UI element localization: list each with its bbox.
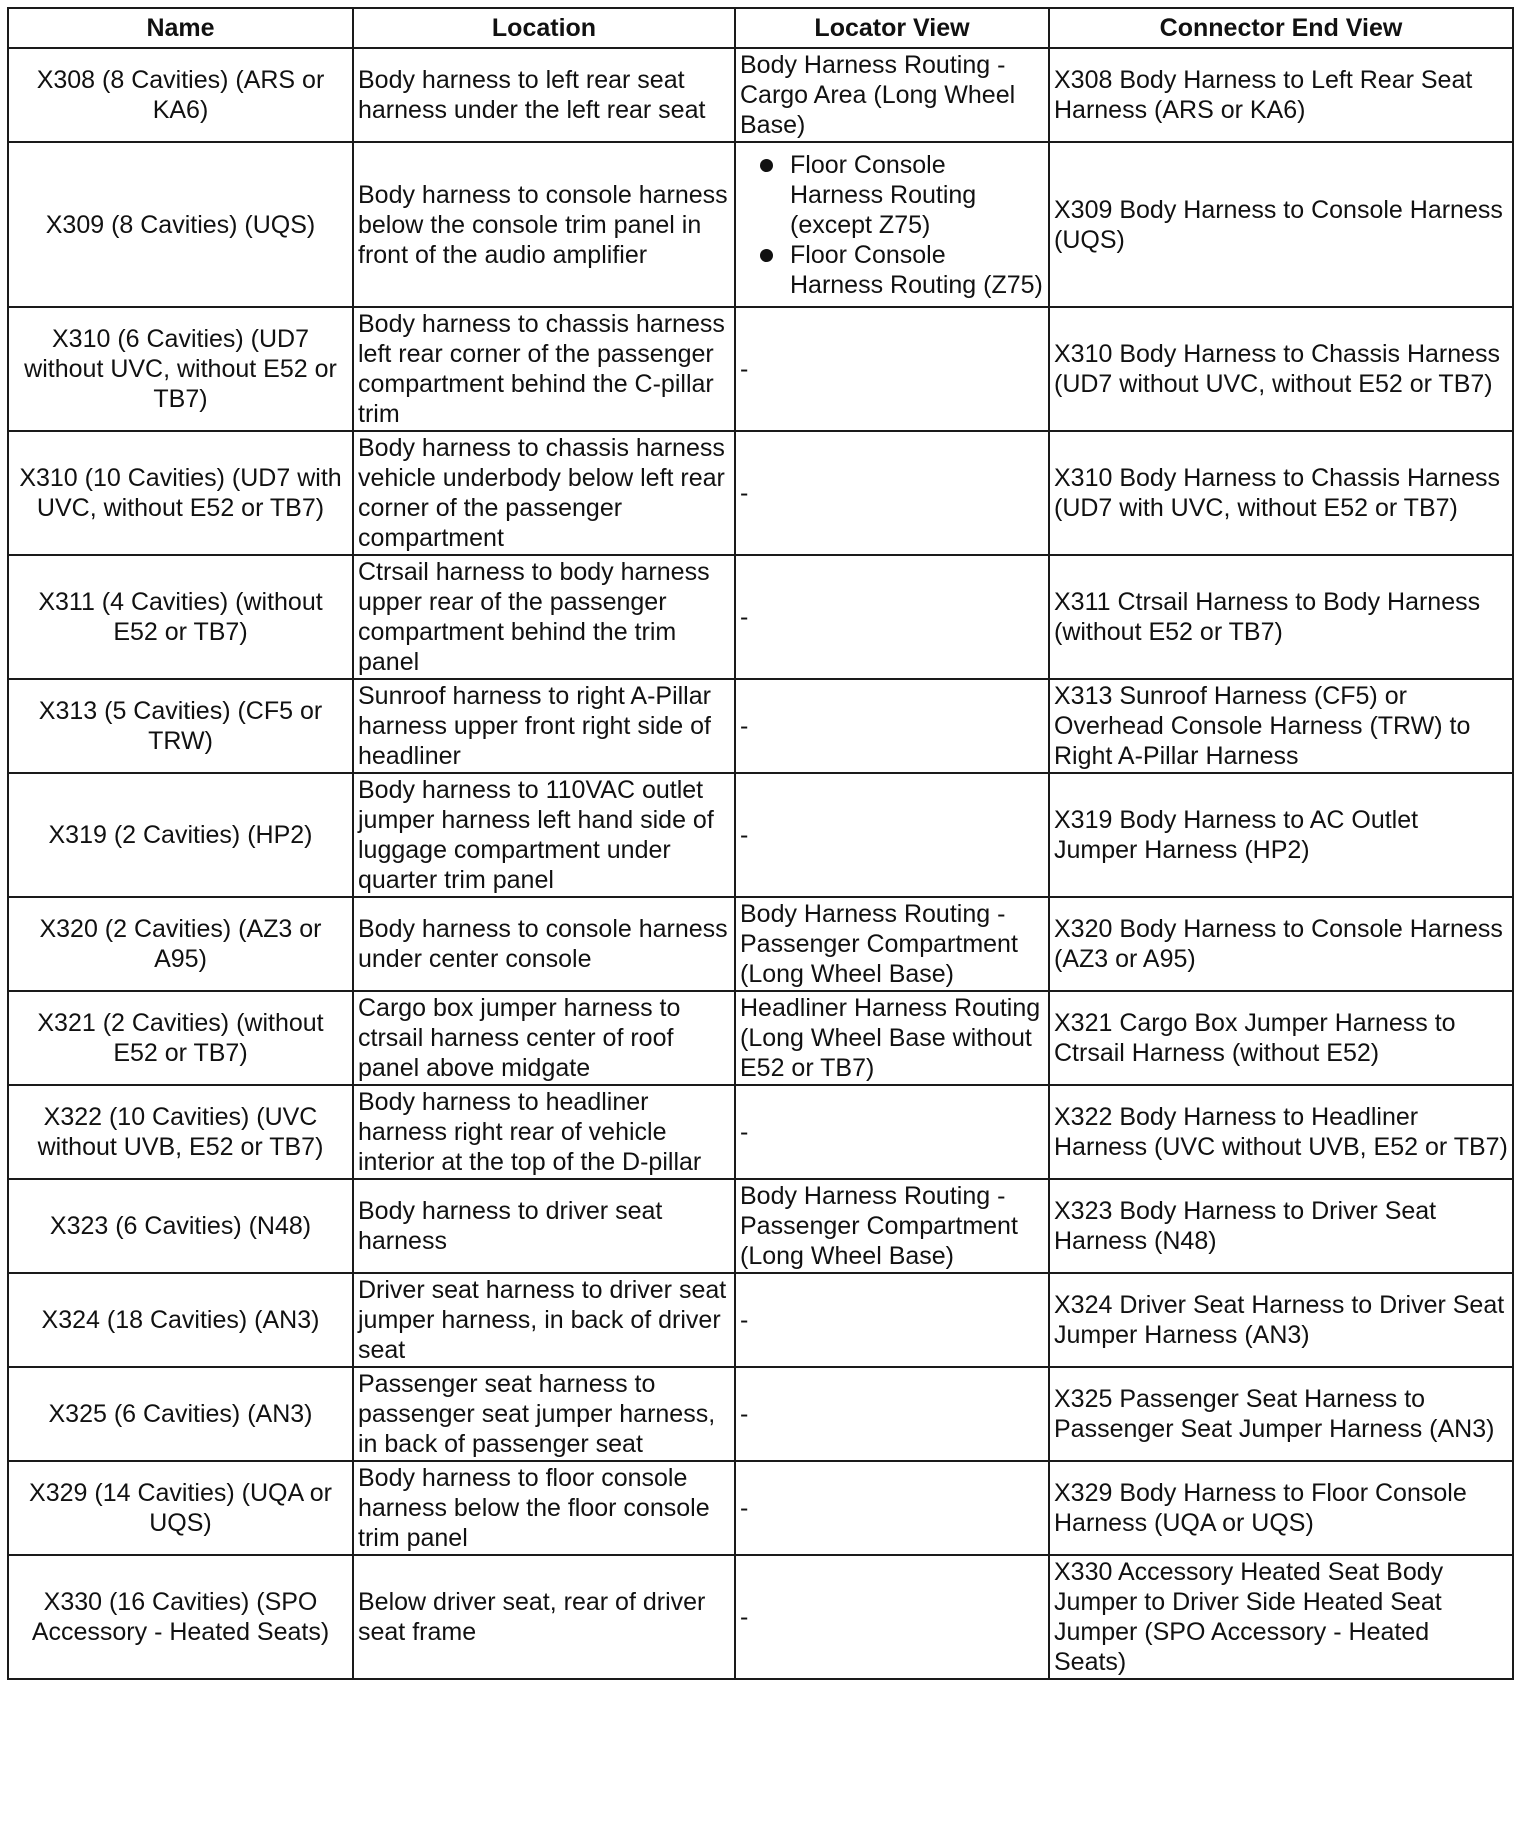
location-cell: Body harness to console harness under center console — [353, 897, 735, 991]
locator-view-text: Body Harness Routing - Cargo Area (Long Wheel Base) — [740, 51, 1016, 139]
locator-view-cell — [735, 773, 1049, 897]
connector-name-cell: X319 (2 Cavities) (HP2) — [8, 773, 353, 897]
connector-name-cell: X322 (10 Cavities) (UVC without UVB, E52 or TB7) — [8, 1085, 353, 1179]
connector-end-view-cell: X310 Body Harness to Chassis Harness (UD7 with UVC, without E52 or TB7) — [1049, 431, 1513, 555]
locator-view-cell — [735, 1367, 1049, 1461]
header-row — [8, 8, 1513, 48]
connector-end-view-cell: X319 Body Harness to AC Outlet Jumper Harness (HP2) — [1049, 773, 1513, 897]
connector-name-cell: X330 (16 Cavities) (SPO Accessory - Heated Seats) — [8, 1555, 353, 1679]
location-cell: Ctrsail harness to body harness upper rear of the passenger compartment behind the trim panel — [353, 555, 735, 679]
locator-view-text: - — [740, 1400, 749, 1428]
header-location: Location — [353, 8, 735, 48]
locator-view-text: - — [740, 603, 749, 631]
locator-view-cell — [735, 555, 1049, 679]
locator-view-text: - — [740, 1603, 749, 1631]
location-cell: Body harness to 110VAC outlet jumper harness left hand side of luggage compartment under quarter trim panel — [353, 773, 735, 897]
locator-view-cell — [735, 679, 1049, 773]
locator-view-item: Floor Console Harness Routing (Z75) — [740, 240, 1044, 300]
location-cell: Body harness to left rear seat harness under the left rear seat — [353, 48, 735, 142]
table-row — [8, 679, 1513, 773]
locator-view-cell — [735, 1461, 1049, 1555]
locator-view-cell — [735, 1179, 1049, 1273]
locator-view-text: - — [740, 712, 749, 740]
location-cell: Body harness to headliner harness right rear of vehicle interior at the top of the D-pillar — [353, 1085, 735, 1179]
header-name: Name — [8, 8, 353, 48]
table-row — [8, 307, 1513, 431]
table-row — [8, 1085, 1513, 1179]
connector-end-view-cell: X308 Body Harness to Left Rear Seat Harness (ARS or KA6) — [1049, 48, 1513, 142]
locator-view-list — [740, 150, 1044, 300]
connector-end-view-cell: X325 Passenger Seat Harness to Passenger Seat Jumper Harness (AN3) — [1049, 1367, 1513, 1461]
connector-name-cell: X310 (10 Cavities) (UD7 with UVC, without E52 or TB7) — [8, 431, 353, 555]
locator-view-text: Body Harness Routing - Passenger Compartment (Long Wheel Base) — [740, 900, 1018, 988]
connector-name-cell: X311 (4 Cavities) (without E52 or TB7) — [8, 555, 353, 679]
connector-end-view-cell: X320 Body Harness to Console Harness (AZ3 or A95) — [1049, 897, 1513, 991]
locator-view-cell — [735, 431, 1049, 555]
location-cell: Body harness to chassis harness vehicle underbody below left rear corner of the passenger compartment — [353, 431, 735, 555]
connector-table — [7, 7, 1514, 1680]
connector-end-view-cell: X324 Driver Seat Harness to Driver Seat Jumper Harness (AN3) — [1049, 1273, 1513, 1367]
locator-view-text: - — [740, 821, 749, 849]
connector-name-cell: X308 (8 Cavities) (ARS or KA6) — [8, 48, 353, 142]
table-row — [8, 1367, 1513, 1461]
location-cell: Body harness to chassis harness left rear corner of the passenger compartment behind the C-pillar trim — [353, 307, 735, 431]
location-cell: Body harness to driver seat harness — [353, 1179, 735, 1273]
connector-end-view-cell: X309 Body Harness to Console Harness (UQS) — [1049, 142, 1513, 307]
locator-view-text: - — [740, 355, 749, 383]
location-cell: Body harness to floor console harness below the floor console trim panel — [353, 1461, 735, 1555]
connector-name-cell: X325 (6 Cavities) (AN3) — [8, 1367, 353, 1461]
table-row — [8, 773, 1513, 897]
connector-name-cell: X309 (8 Cavities) (UQS) — [8, 142, 353, 307]
connector-end-view-cell: X322 Body Harness to Headliner Harness (UVC without UVB, E52 or TB7) — [1049, 1085, 1513, 1179]
connector-name-cell: X323 (6 Cavities) (N48) — [8, 1179, 353, 1273]
locator-view-item: Floor Console Harness Routing (except Z75) — [740, 150, 1044, 240]
connector-name-cell: X320 (2 Cavities) (AZ3 or A95) — [8, 897, 353, 991]
table-row — [8, 991, 1513, 1085]
connector-end-view-cell: X323 Body Harness to Driver Seat Harness (N48) — [1049, 1179, 1513, 1273]
locator-view-cell — [735, 991, 1049, 1085]
table-row — [8, 555, 1513, 679]
document-page — [7, 7, 1512, 1680]
connector-end-view-cell: X313 Sunroof Harness (CF5) or Overhead Console Harness (TRW) to Right A-Pillar Harness — [1049, 679, 1513, 773]
location-cell: Sunroof harness to right A-Pillar harness upper front right side of headliner — [353, 679, 735, 773]
locator-view-cell — [735, 48, 1049, 142]
connector-name-cell: X310 (6 Cavities) (UD7 without UVC, without E52 or TB7) — [8, 307, 353, 431]
connector-name-cell: X321 (2 Cavities) (without E52 or TB7) — [8, 991, 353, 1085]
locator-view-text: - — [740, 1306, 749, 1334]
locator-view-cell — [735, 142, 1049, 307]
connector-end-view-cell: X330 Accessory Heated Seat Body Jumper to Driver Side Heated Seat Jumper (SPO Accessory - Heated Seats) — [1049, 1555, 1513, 1679]
locator-view-cell — [735, 1555, 1049, 1679]
table-row — [8, 1179, 1513, 1273]
connector-name-cell: X324 (18 Cavities) (AN3) — [8, 1273, 353, 1367]
table-row — [8, 1555, 1513, 1679]
locator-view-text: Headliner Harness Routing (Long Wheel Base without E52 or TB7) — [740, 994, 1041, 1082]
header-connector-end-view: Connector End View — [1049, 8, 1513, 48]
table-row — [8, 142, 1513, 307]
header-locator-view: Locator View — [735, 8, 1049, 48]
connector-end-view-cell: X321 Cargo Box Jumper Harness to Ctrsail Harness (without E52) — [1049, 991, 1513, 1085]
location-cell: Body harness to console harness below the console trim panel in front of the audio amplifier — [353, 142, 735, 307]
table-row — [8, 48, 1513, 142]
locator-view-text: - — [740, 1118, 749, 1146]
connector-end-view-cell: X329 Body Harness to Floor Console Harness (UQA or UQS) — [1049, 1461, 1513, 1555]
locator-view-cell — [735, 1273, 1049, 1367]
locator-view-text: Body Harness Routing - Passenger Compartment (Long Wheel Base) — [740, 1182, 1018, 1270]
table-row — [8, 431, 1513, 555]
locator-view-cell — [735, 897, 1049, 991]
connector-name-cell: X329 (14 Cavities) (UQA or UQS) — [8, 1461, 353, 1555]
location-cell: Cargo box jumper harness to ctrsail harness center of roof panel above midgate — [353, 991, 735, 1085]
table-body — [8, 48, 1513, 1679]
locator-view-cell — [735, 307, 1049, 431]
table-row — [8, 1273, 1513, 1367]
location-cell: Driver seat harness to driver seat jumper harness, in back of driver seat — [353, 1273, 735, 1367]
location-cell: Below driver seat, rear of driver seat frame — [353, 1555, 735, 1679]
connector-end-view-cell: X311 Ctrsail Harness to Body Harness (without E52 or TB7) — [1049, 555, 1513, 679]
locator-view-text: - — [740, 1494, 749, 1522]
locator-view-cell — [735, 1085, 1049, 1179]
location-cell: Passenger seat harness to passenger seat jumper harness, in back of passenger seat — [353, 1367, 735, 1461]
connector-end-view-cell: X310 Body Harness to Chassis Harness (UD7 without UVC, without E52 or TB7) — [1049, 307, 1513, 431]
table-row — [8, 1461, 1513, 1555]
locator-view-text: - — [740, 479, 749, 507]
connector-name-cell: X313 (5 Cavities) (CF5 or TRW) — [8, 679, 353, 773]
table-row — [8, 897, 1513, 991]
